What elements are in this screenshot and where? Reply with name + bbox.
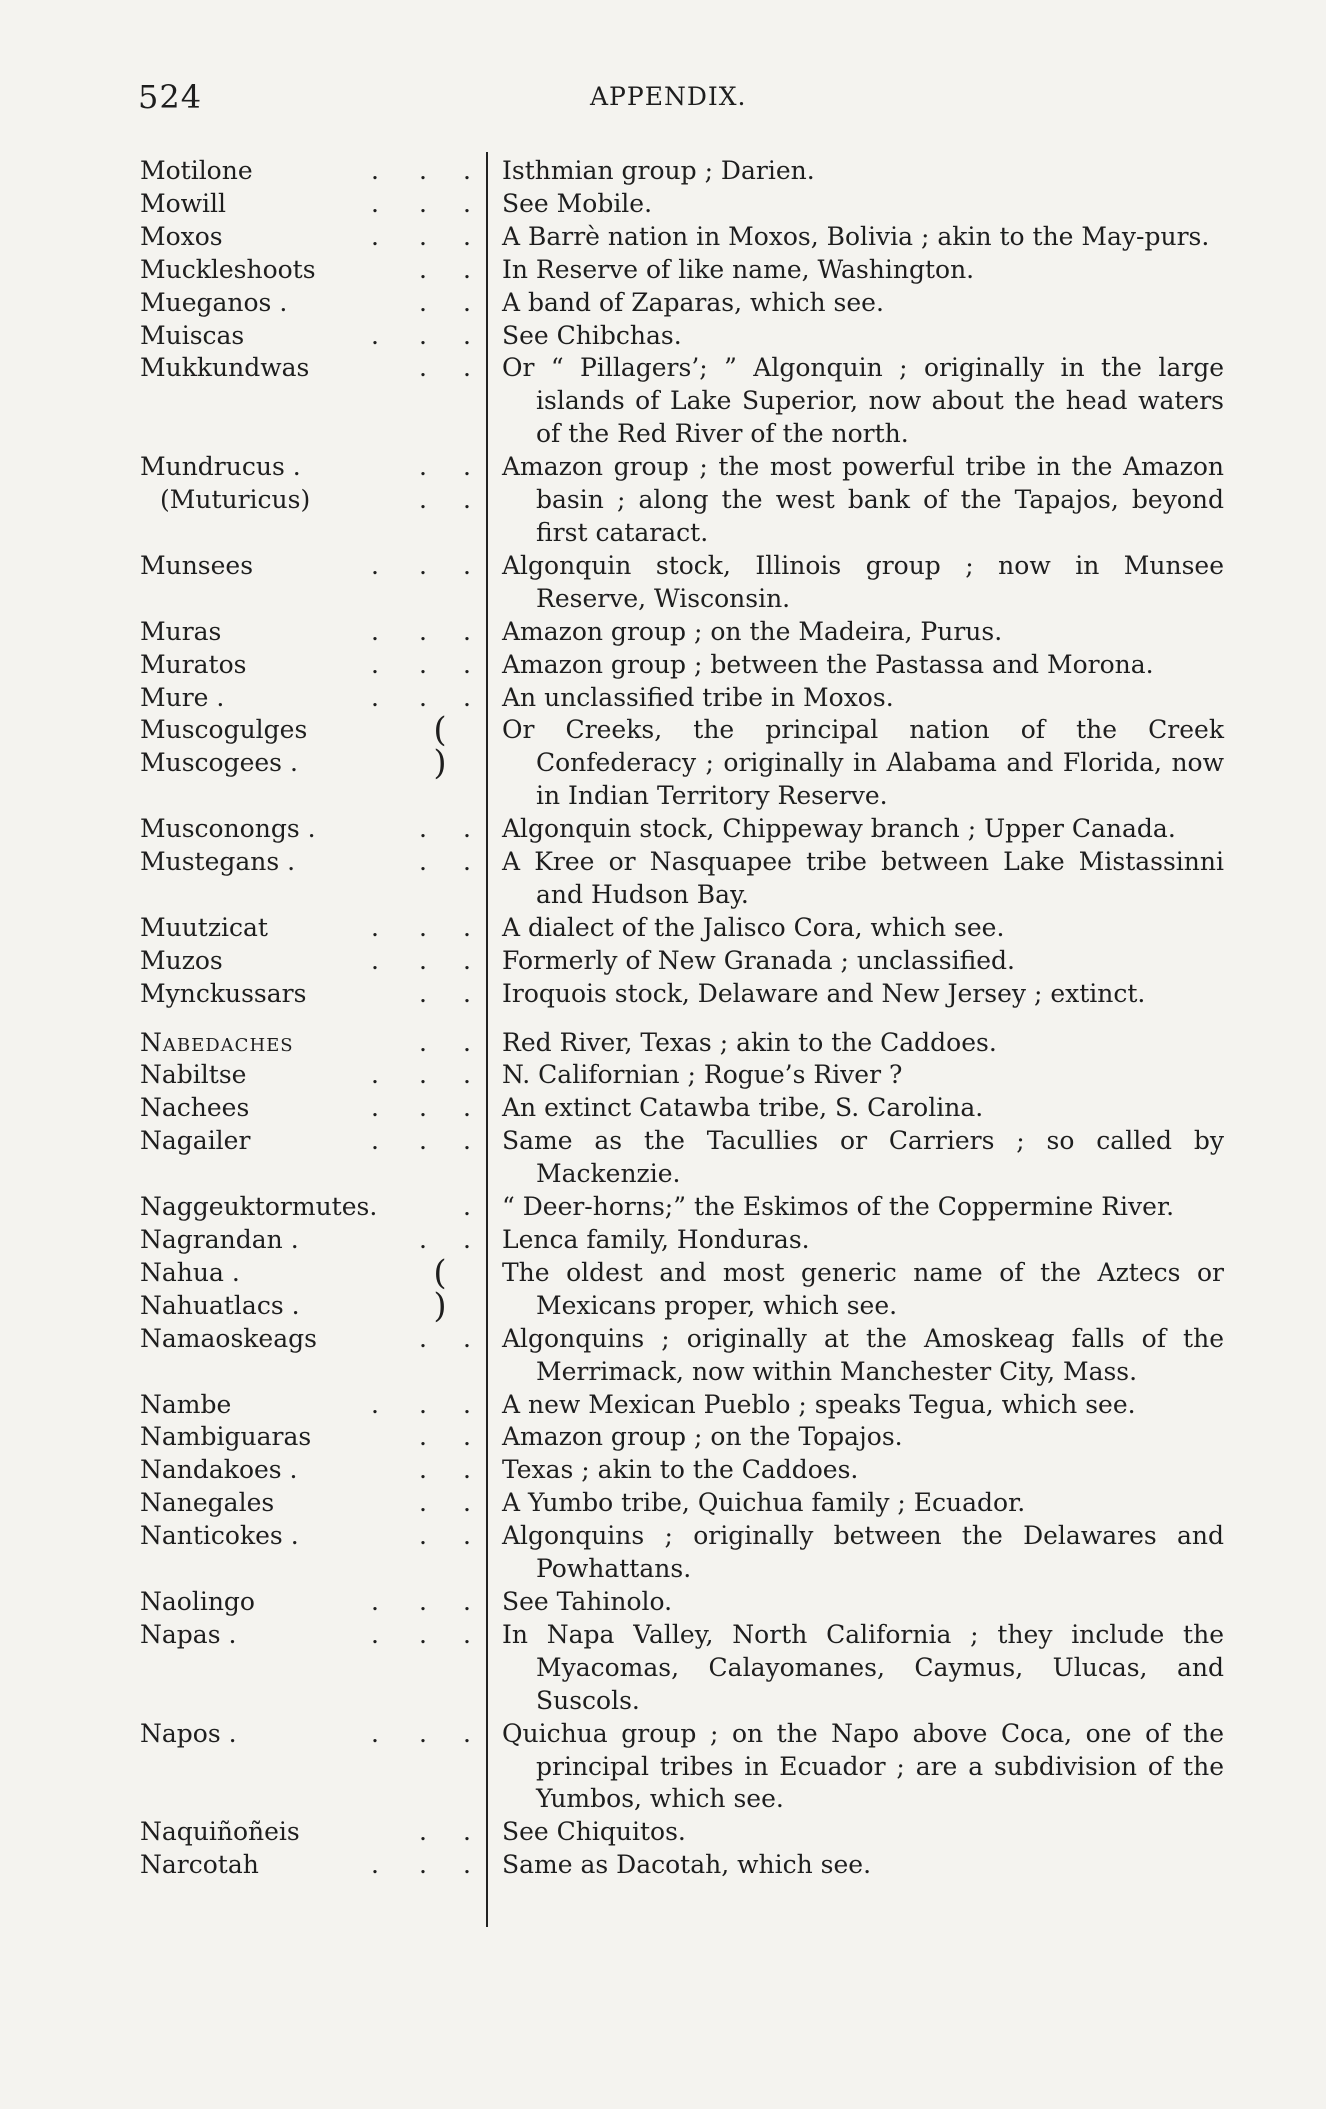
grouping-brace: ) ( [433, 1252, 447, 1326]
tribe-name-cell [140, 254, 316, 287]
leader-dot: . [419, 156, 427, 185]
leader-dot: . [419, 912, 427, 942]
tribe-description: Same as Dacotah, which see. [502, 1850, 872, 1880]
leader-dot: . [371, 912, 379, 942]
tribe-name-cell [140, 682, 224, 715]
tribe-description: Algonquin stock, Illinois group ; now in Munsee Reserve, Wisconsin. [502, 550, 1224, 613]
leader-dots [300, 1421, 472, 1454]
leader-dot: . [463, 616, 471, 646]
glossary-entry [0, 1454, 1326, 1487]
tribe-name-cell [140, 978, 306, 1011]
tribe-description: N. Californian ; Rogue’s River ? [502, 1060, 903, 1090]
glossary-entry [0, 846, 1326, 912]
leader-dots [300, 155, 472, 188]
leader-dots [300, 1487, 472, 1520]
tribe-name-cell [140, 1323, 317, 1356]
leader-dots [300, 1323, 472, 1356]
tribe-description: Amazon group ; on the Topajos. [502, 1422, 903, 1452]
leader-dot: . [463, 1192, 471, 1222]
tribe-name: Naggeuktormutes. [140, 1192, 378, 1222]
leader-dot: . [419, 1817, 427, 1847]
tribe-name: Nabedaches [140, 1027, 294, 1057]
glossary-entry [0, 1816, 1326, 1849]
leader-dot: . [463, 1718, 471, 1748]
leader-dots [300, 221, 472, 254]
tribe-name: Namaoskeags [140, 1323, 317, 1353]
tribe-description: Amazon group ; on the Madeira, Purus. [502, 616, 1003, 646]
glossary-entry [0, 978, 1326, 1011]
leader-dot: . [419, 320, 427, 350]
tribe-description: Or “ Pillagers’; ” Algonquin ; originally in the large islands of Lake Superior, now about the head waters of the Red River of the north. [502, 353, 1224, 449]
tribe-name-cell [140, 1520, 299, 1553]
tribe-description: A dialect of the Jalisco Cora, which see. [502, 912, 1005, 942]
leader-dot: . [463, 1619, 471, 1649]
tribe-description: Quichua group ; on the Napo above Coca, one of the principal tribes in Ecuador ; are a subdivision of the Yumbos, which see. [502, 1718, 1224, 1814]
tribe-name: Munsees [140, 550, 254, 580]
page-header [138, 78, 1228, 118]
leader-dot: . [463, 945, 471, 975]
glossary-entry [0, 352, 1326, 451]
leader-dots [300, 254, 472, 287]
leader-dot: . [419, 1521, 427, 1551]
glossary-entry [0, 287, 1326, 320]
leader-dot: . [419, 682, 427, 712]
leader-dots [300, 912, 472, 945]
leader-dot: . [371, 616, 379, 646]
tribe-description: Texas ; akin to the Caddoes. [502, 1455, 859, 1485]
tribe-name-cell [140, 714, 307, 780]
leader-dot: . [371, 188, 379, 218]
leader-dots [300, 1849, 472, 1882]
leader-dot: . [463, 452, 471, 482]
leader-dots [300, 320, 472, 353]
leader-dot: . [419, 287, 427, 317]
leader-dots [300, 616, 472, 649]
leader-dots [300, 978, 472, 1011]
glossary-entry [0, 682, 1326, 715]
tribe-description: In Napa Valley, North California ; they include the Myacomas, Calayomanes, Caymus, Ulucas, and Suscols. [502, 1619, 1224, 1715]
tribe-name-cell [140, 1224, 299, 1257]
glossary-entry [0, 1586, 1326, 1619]
tribe-name-cell [140, 155, 253, 188]
leader-dot: . [419, 1225, 427, 1254]
glossary-entry [0, 813, 1326, 846]
leader-dots [300, 1619, 472, 1652]
tribe-name: Mynckussars [140, 978, 307, 1008]
leader-dot: . [419, 1323, 427, 1353]
leader-dot: . [371, 1619, 379, 1649]
leader-dot: . [463, 1817, 471, 1847]
tribe-name-cell [140, 320, 244, 353]
leader-dot: . [371, 221, 379, 251]
leader-dot: . [419, 1718, 427, 1748]
leader-dot: . [419, 1389, 427, 1419]
glossary-entry [0, 912, 1326, 945]
tribe-name: Moxos [140, 221, 223, 251]
tribe-name: Muutzicat [140, 912, 268, 942]
tribe-name-cell [140, 451, 310, 517]
leader-dot: . [463, 847, 471, 877]
tribe-name-cell [140, 352, 309, 385]
leader-dots [300, 1389, 472, 1422]
leader-dot: . [419, 1422, 427, 1452]
tribe-name: Nabiltse [140, 1060, 247, 1090]
glossary-entry [0, 649, 1326, 682]
tribe-name-cell [140, 1816, 300, 1849]
leader-dot: . [463, 254, 471, 284]
leader-dots [300, 1125, 472, 1158]
tribe-description: An extinct Catawba tribe, S. Carolina. [502, 1093, 984, 1123]
tribe-name: Narcotah [140, 1850, 259, 1880]
tribe-description: Amazon group ; between the Pastassa and Morona. [502, 649, 1154, 679]
leader-dots [300, 1586, 472, 1619]
entry-list [0, 155, 1326, 1882]
tribe-name-cell [140, 1619, 236, 1652]
tribe-description: Iroquois stock, Delaware and New Jersey ; extinct. [502, 978, 1146, 1008]
tribe-description: Algonquins ; originally at the Amoskeag falls of the Merrimack, now within Manchester City, Mass. [502, 1323, 1224, 1386]
tribe-name: Nambiguaras [140, 1422, 312, 1452]
tribe-name: Muscogulges [140, 715, 308, 745]
leader-dots [300, 945, 472, 978]
tribe-name: Mure . [140, 682, 225, 712]
glossary-entry [0, 451, 1326, 550]
leader-dot: . [463, 1027, 471, 1057]
leader-dot: . [463, 221, 471, 251]
tribe-name: Mowill [140, 188, 227, 218]
glossary-entry [0, 254, 1326, 287]
tribe-description: A Barrè nation in Moxos, Bolivia ; akin to the May-purs. [502, 221, 1210, 251]
tribe-description: See Chibchas. [502, 320, 682, 350]
tribe-name-cell [140, 1125, 250, 1158]
leader-dot: . [419, 452, 427, 482]
glossary-entry [0, 1027, 1326, 1060]
tribe-name: Mustegans . [140, 847, 296, 877]
leader-dot: . [463, 1126, 471, 1156]
tribe-name: Nambe [140, 1389, 232, 1419]
glossary-entry [0, 1224, 1326, 1257]
tribe-name: Nahuatlacs . [140, 1290, 300, 1320]
leader-dots [300, 813, 472, 846]
glossary-entry [0, 1849, 1326, 1882]
leader-dot: . [371, 320, 379, 350]
leader-dot: . [463, 485, 471, 515]
leader-dot: . [419, 814, 427, 844]
tribe-name-cell [140, 1059, 246, 1092]
leader-dots [300, 188, 472, 221]
glossary-entry [0, 1125, 1326, 1191]
tribe-description: An unclassified tribe in Moxos. [502, 682, 894, 712]
glossary-entry [0, 1421, 1326, 1454]
leader-dots [300, 550, 472, 583]
leader-dot: . [463, 1323, 471, 1353]
leader-dots [300, 352, 472, 385]
leader-dot: . [463, 912, 471, 942]
tribe-description: See Chiquitos. [502, 1817, 686, 1847]
glossary-entry [0, 188, 1326, 221]
tribe-name: Muras [140, 616, 222, 646]
tribe-name: Nachees [140, 1093, 250, 1123]
tribe-name-cell [140, 813, 316, 846]
leader-dot: . [463, 1488, 471, 1518]
leader-dot: . [419, 945, 427, 975]
running-title: APPENDIX. [590, 82, 747, 111]
tribe-name-cell [140, 1257, 300, 1323]
tribe-name: Muckleshoots [140, 254, 316, 284]
leader-dot: . [419, 1093, 427, 1123]
leader-dot: . [463, 1455, 471, 1485]
glossary-entry [0, 1059, 1326, 1092]
tribe-description: Lenca family, Honduras. [502, 1225, 810, 1254]
tribe-name-cell [140, 550, 253, 583]
tribe-name: Nahua . [140, 1257, 240, 1287]
glossary-entry [0, 550, 1326, 616]
tribe-description: A band of Zaparas, which see. [502, 287, 884, 317]
leader-dot: . [463, 320, 471, 350]
leader-dot: . [371, 1389, 379, 1419]
tribe-name: Nagrandan . [140, 1225, 299, 1254]
tribe-name-cell [140, 945, 223, 978]
page-number: 524 [138, 78, 203, 116]
tribe-description: Algonquin stock, Chippeway branch ; Upper Canada. [502, 814, 1176, 844]
leader-dot: . [419, 188, 427, 218]
tribe-name: Musconongs . [140, 814, 316, 844]
tribe-name-cell [140, 912, 268, 945]
tribe-name: Nanegales [140, 1488, 275, 1518]
tribe-name: Motilone [140, 156, 253, 185]
leader-dot: . [371, 1093, 379, 1123]
leader-dot: . [371, 1126, 379, 1156]
tribe-name: Muzos [140, 945, 223, 975]
leader-dots [300, 1191, 472, 1224]
tribe-name: Naolingo [140, 1586, 255, 1616]
tribe-description: Algonquins ; originally between the Delawares and Powhattans. [502, 1521, 1224, 1584]
leader-dot: . [463, 1389, 471, 1419]
glossary-entry [0, 1191, 1326, 1224]
leader-dot: . [419, 1619, 427, 1649]
leader-dot: . [463, 188, 471, 218]
tribe-name: Nagailer [140, 1126, 251, 1156]
leader-dot: . [463, 814, 471, 844]
leader-dot: . [463, 353, 471, 383]
glossary-entry [0, 1487, 1326, 1520]
leader-dots [300, 451, 472, 517]
leader-dot: . [419, 1850, 427, 1880]
glossary-entry [0, 1252, 1326, 1326]
tribe-name: Napos . [140, 1718, 237, 1748]
leader-dot: . [371, 945, 379, 975]
leader-dot: . [463, 1060, 471, 1090]
leader-dot: . [419, 254, 427, 284]
tribe-name-cell [140, 1718, 237, 1751]
tribe-description: Red River, Texas ; akin to the Caddoes. [502, 1027, 997, 1057]
tribe-name-cell [140, 188, 226, 221]
leader-dots [300, 1816, 472, 1849]
leader-dot: . [419, 1455, 427, 1485]
leader-dot: . [419, 550, 427, 580]
tribe-name-cell [140, 287, 287, 320]
tribe-description: A new Mexican Pueblo ; speaks Tegua, which see. [502, 1389, 1136, 1419]
leader-dot: . [419, 221, 427, 251]
leader-dot: . [463, 1225, 471, 1254]
leader-dot: . [419, 1060, 427, 1090]
tribe-name-cell [140, 846, 295, 879]
tribe-description: Amazon group ; the most powerful tribe in the Amazon basin ; along the west bank of the Tapajos, beyond first cataract. [502, 452, 1224, 547]
leader-dots [300, 287, 472, 320]
leader-dot: . [419, 649, 427, 679]
tribe-name-cell [140, 616, 221, 649]
leader-dot: . [419, 616, 427, 646]
tribe-name-cell [140, 1487, 274, 1520]
tribe-description: A Yumbo tribe, Quichua family ; Ecuador. [502, 1488, 1026, 1518]
leader-dot: . [371, 1060, 379, 1090]
leader-dot: . [371, 1718, 379, 1748]
glossary-entry [0, 1520, 1326, 1586]
tribe-name-cell [140, 1849, 259, 1882]
tribe-description: “ Deer-horns;” the Eskimos of the Coppermine River. [502, 1192, 1175, 1222]
leader-dot: . [463, 287, 471, 317]
tribe-description: Same as the Tacullies or Carriers ; so called by Mackenzie. [502, 1126, 1224, 1189]
glossary-entry [0, 320, 1326, 353]
tribe-name-cell [140, 1586, 255, 1619]
leader-dot: . [463, 1521, 471, 1551]
leader-dot: . [463, 1586, 471, 1616]
glossary-entry [0, 221, 1326, 254]
tribe-name: (Muturicus) [160, 485, 311, 515]
glossary-entry [0, 710, 1326, 813]
tribe-name: Muratos [140, 649, 247, 679]
tribe-name: Muscogees . [140, 748, 298, 778]
tribe-name: Nanticokes . [140, 1521, 299, 1551]
tribe-name: Naquiñoñeis [140, 1817, 300, 1847]
leader-dot: . [419, 1126, 427, 1156]
leader-dot: . [419, 1586, 427, 1616]
leader-dot: . [463, 978, 471, 1008]
leader-dot: . [419, 353, 427, 383]
glossary-entry [0, 155, 1326, 188]
leader-dots [300, 1454, 472, 1487]
tribe-description: Isthmian group ; Darien. [502, 156, 815, 185]
leader-dot: . [463, 1093, 471, 1123]
tribe-name: Nandakoes . [140, 1455, 298, 1485]
leader-dots [300, 1027, 472, 1060]
tribe-description: The oldest and most generic name of the Aztecs or Mexicans proper, which see. [502, 1257, 1224, 1320]
tribe-description: A Kree or Nasquapee tribe between Lake Mistassinni and Hudson Bay. [502, 847, 1224, 909]
leader-dots [300, 1092, 472, 1125]
tribe-description: Formerly of New Granada ; unclassified. [502, 945, 1016, 975]
leader-dot: . [371, 649, 379, 679]
glossary-entry [0, 1718, 1326, 1817]
tribe-name: Napas . [140, 1619, 237, 1649]
leader-dot: . [371, 1586, 379, 1616]
leader-dot: . [419, 1488, 427, 1518]
tribe-name: Muiscas [140, 320, 245, 350]
glossary-entry [0, 1389, 1326, 1422]
leader-dots [300, 1059, 472, 1092]
tribe-description: See Tahinolo. [502, 1586, 673, 1616]
leader-dot: . [371, 1850, 379, 1880]
tribe-description: See Mobile. [502, 188, 653, 218]
leader-dot: . [419, 978, 427, 1008]
tribe-name-cell [140, 1421, 311, 1454]
tribe-description: Or Creeks, the principal nation of the Creek Confederacy ; originally in Alabama and Florida, now in Indian Territory Reserve. [502, 715, 1224, 811]
tribe-name-cell [140, 1092, 249, 1125]
leader-dots [300, 1520, 472, 1553]
leader-dot: . [371, 550, 379, 580]
leader-dot: . [463, 550, 471, 580]
tribe-name: Mukkundwas [140, 353, 310, 383]
leader-dot: . [371, 156, 379, 185]
leader-dot: . [463, 649, 471, 679]
tribe-name-cell [140, 221, 223, 254]
leader-dot: . [463, 1850, 471, 1880]
glossary-entry [0, 1619, 1326, 1718]
glossary-entry [0, 1323, 1326, 1389]
glossary-entry [0, 945, 1326, 978]
glossary-entry [0, 1092, 1326, 1125]
leader-dot: . [419, 847, 427, 877]
tribe-name: Mundrucus . [140, 452, 301, 482]
leader-dot: . [371, 682, 379, 712]
leader-dot: . [463, 156, 471, 185]
glossary-entry [0, 616, 1326, 649]
tribe-name-cell [140, 1027, 294, 1060]
leader-dot: . [419, 485, 427, 515]
leader-dots [300, 649, 472, 682]
tribe-description: In Reserve of like name, Washington. [502, 254, 975, 284]
leader-dot: . [463, 1422, 471, 1452]
tribe-name-cell [140, 1389, 231, 1422]
leader-dot: . [463, 682, 471, 712]
leader-dots [300, 1718, 472, 1751]
leader-dot: . [419, 1027, 427, 1057]
tribe-name: Mueganos . [140, 287, 288, 317]
leader-dots [300, 846, 472, 879]
tribe-name-cell [140, 1454, 298, 1487]
grouping-brace: ) ( [433, 710, 447, 784]
tribe-name-cell [140, 649, 246, 682]
